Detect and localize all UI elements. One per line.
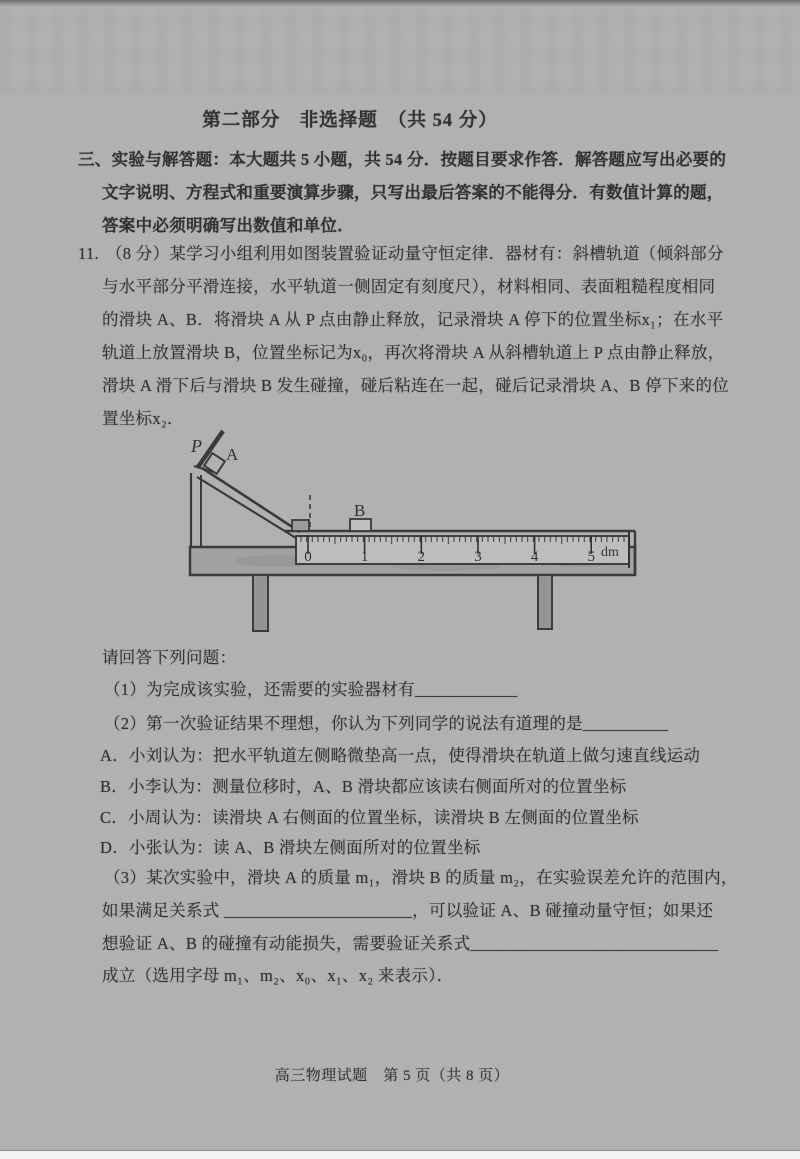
block-b bbox=[350, 519, 371, 531]
ruler-unit-label: dm bbox=[601, 545, 619, 560]
question-text-line: 轨道上放置滑块 B，位置坐标记为x₀，再次将滑块 A 从斜槽轨道上 P 点由静止释放， bbox=[102, 343, 725, 362]
section-heading-line: 答案中必须明确写出数值和单位． bbox=[102, 216, 354, 235]
answer-prompt: 请回答下列问题： bbox=[102, 648, 237, 667]
incline-underside bbox=[197, 477, 296, 538]
ruler-number: 4 bbox=[530, 549, 539, 565]
section-heading-line: 文字说明、方程式和重要演算步骤，只写出最后答案的不能得分．有数值计算的题， bbox=[102, 183, 724, 202]
question-text-line: （8 分）某学习小组利用如图装置验证动量守恒定律．器材有：斜槽轨道（倾斜部分 bbox=[106, 244, 724, 263]
page-footer: 高三物理试题 第 5 页（共 8 页） bbox=[274, 1068, 510, 1084]
ruler-number: 3 bbox=[474, 549, 482, 565]
section-heading-line: 三、实验与解答题：本大题共 5 小题，共 54 分．按题目要求作答．解答题应写出必要的 bbox=[78, 150, 727, 169]
ruler-number: 1 bbox=[360, 549, 369, 565]
ruler-number: 2 bbox=[417, 549, 426, 565]
slider-at-incline-base bbox=[292, 520, 309, 531]
option-c: C．小周认为：读滑块 A 右侧面的位置坐标，读滑块 B 左侧面的位置坐标 bbox=[100, 808, 639, 827]
question-text-line: 与水平部分平滑连接，水平轨道一侧固定有刻度尺），材料相同、表面粗糙程度相同 bbox=[102, 277, 716, 296]
ruler-number: 0 bbox=[304, 549, 312, 565]
sub-question-3-line: 想验证 A、B 的碰撞有动能损失，需要验证关系式_____________________________ bbox=[102, 934, 719, 953]
option-b: B．小李认为：测量位移时，A、B 滑块都应该读右侧面所对的位置坐标 bbox=[100, 777, 627, 796]
question-number: 11. bbox=[78, 244, 99, 263]
scan-bottom-edge bbox=[0, 1150, 800, 1159]
sub-question-3-line: 成立（选用字母 m₁、m₂、x₀、x₁、x₂ 来表示）． bbox=[102, 966, 454, 985]
question-text-line: 滑块 A 滑下后与滑块 B 发生碰撞，碰后粘连在一起，碰后记录滑块 A、B 停下来的位 bbox=[102, 376, 730, 395]
block-b-label: B bbox=[354, 501, 366, 520]
option-d: D．小张认为：读 A、B 滑块左侧面所对的位置坐标 bbox=[100, 838, 481, 857]
sub-question-3-line: 如果满足关系式 ______________________，可以验证 A、B 碰撞动量守恒；如果还 bbox=[102, 901, 714, 920]
table-leg-left bbox=[253, 575, 268, 631]
apparatus-svg bbox=[185, 428, 645, 636]
sub-question-1: （1）为完成该实验，还需要的实验器材有____________ bbox=[104, 680, 518, 699]
ruler-number: 5 bbox=[587, 549, 595, 565]
scan-top-edge bbox=[0, 0, 800, 7]
block-a-label: A bbox=[226, 445, 239, 464]
question-text-line: 的滑块 A、B．将滑块 A 从 P 点由静止释放，记录滑块 A 停下的位置坐标x₁；在水平 bbox=[102, 310, 724, 329]
page-title: 第二部分 非选择题 （共 54 分） bbox=[202, 111, 498, 131]
option-a: A．小刘认为：把水平轨道左侧略微垫高一点，使得滑块在轨道上做匀速直线运动 bbox=[100, 746, 701, 765]
incline-surface bbox=[202, 468, 300, 532]
question-text-line: 置坐标x₂． bbox=[102, 409, 184, 428]
table-leg-right bbox=[538, 575, 552, 629]
scan-bleed-through bbox=[0, 9, 800, 94]
apparatus-diagram bbox=[185, 428, 645, 636]
point-p-label: P bbox=[191, 436, 202, 456]
sub-question-2: （2）第一次验证结果不理想，你认为下列同学的说法有道理的是__________ bbox=[104, 714, 669, 733]
sub-question-3-line: （3）某次实验中，滑块 A 的质量 m₁，滑块 B 的质量 m₂，在实验误差允许的范围内， bbox=[104, 868, 738, 887]
